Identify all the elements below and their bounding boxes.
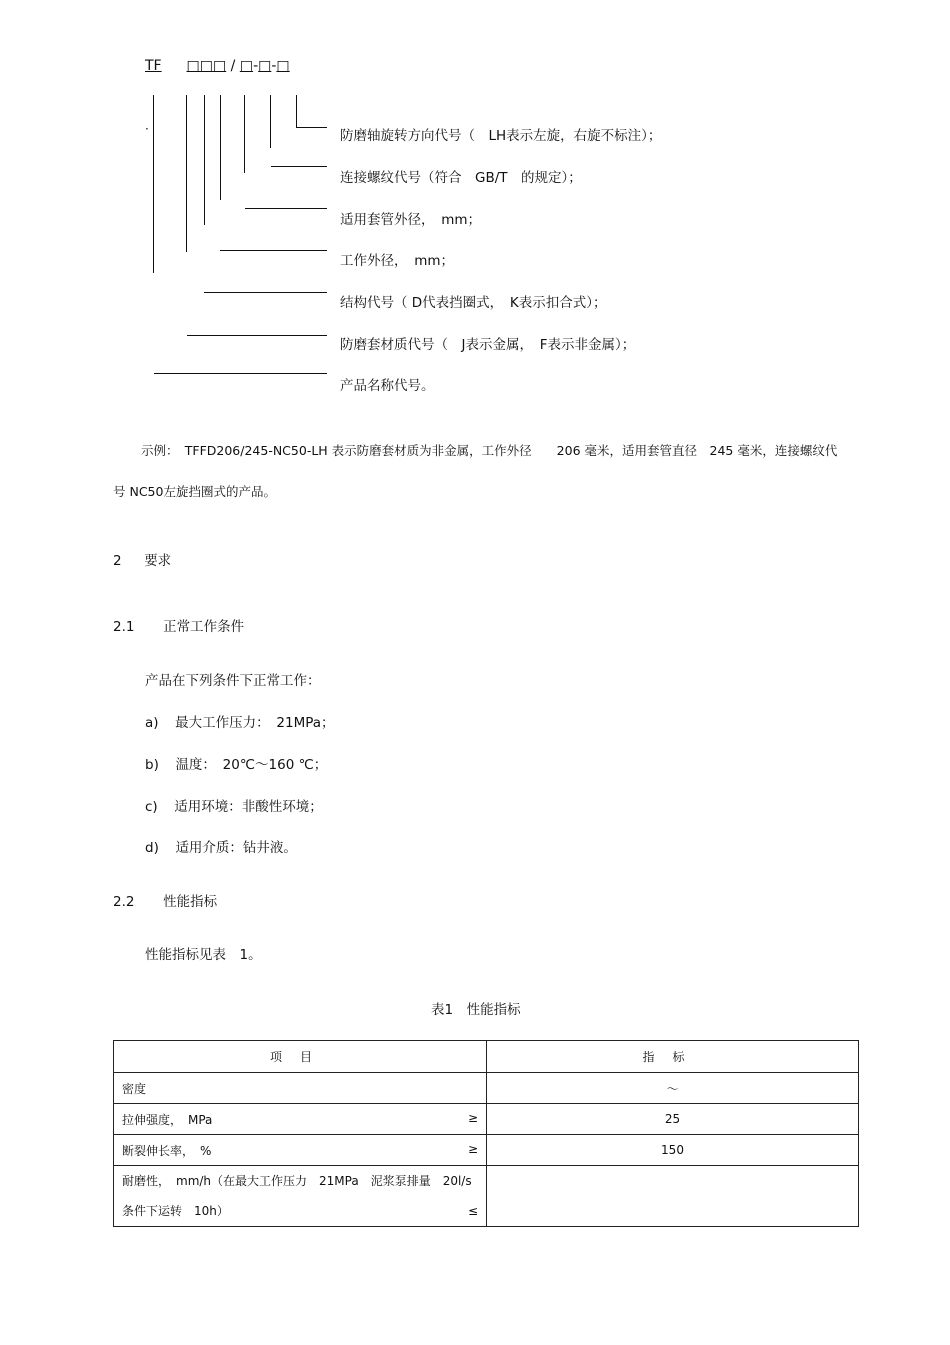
section-2-1-number: 2.1 xyxy=(113,619,135,635)
table-cell-value: 150 xyxy=(487,1135,859,1166)
table-cell-value xyxy=(487,1166,859,1227)
table-cell-item xyxy=(114,1135,487,1166)
leader-vertical-1 xyxy=(153,95,154,273)
code-label-product-name: 产品名称代号。 xyxy=(340,378,435,394)
leader-vertical-4 xyxy=(220,95,221,200)
table-cell-item xyxy=(114,1166,487,1227)
leader-vertical-7 xyxy=(296,95,297,128)
condition-mark: b) xyxy=(145,757,159,773)
section-2-2-heading xyxy=(113,890,217,910)
leader-vertical-2 xyxy=(186,95,187,252)
leader-vertical-3 xyxy=(204,95,205,225)
example-line-2: 号 NC50左旋挡圈式的产品。 xyxy=(113,484,276,499)
table-cell-item xyxy=(114,1073,487,1104)
code-label-material: 防磨套材质代号（ J表示金属， F表示非金属）； xyxy=(340,337,636,353)
condition-text: 适用环境：非酸性环境； xyxy=(174,799,323,815)
code-sep-1: / xyxy=(230,58,236,74)
section-2-2-number: 2.2 xyxy=(113,894,135,910)
code-sep-3: - xyxy=(271,58,277,74)
item-text-line-2: 条件下运转 10h） xyxy=(122,1204,229,1218)
code-sep-2: - xyxy=(253,58,259,74)
leader-horizontal-2 xyxy=(271,166,327,167)
leader-horizontal-1 xyxy=(296,127,327,128)
section-2-title: 要求 xyxy=(144,553,172,569)
condition-mark: d) xyxy=(145,840,159,856)
code-box-b: □ xyxy=(239,58,254,74)
code-label-thread: 连接螺纹代号（符合 GB/T 的规定）； xyxy=(340,170,582,186)
table-row xyxy=(114,1135,859,1166)
comparison-sign: ≤ xyxy=(467,1204,478,1218)
section-2-heading xyxy=(113,549,171,569)
code-prefix: TF xyxy=(145,58,162,74)
comparison-sign: ≥ xyxy=(467,1110,478,1125)
stray-dot: · xyxy=(145,122,149,136)
leader-horizontal-6 xyxy=(187,335,327,336)
condition-item xyxy=(145,753,327,773)
code-label-structure: 结构代号（ D代表挡圈式， K表示扣合式）； xyxy=(340,295,607,311)
leader-horizontal-5 xyxy=(204,292,327,293)
leader-vertical-5 xyxy=(244,95,245,173)
table-row xyxy=(114,1104,859,1135)
item-text: 断裂伸长率， % xyxy=(122,1143,212,1158)
leader-vertical-6 xyxy=(270,95,271,148)
table-header-row xyxy=(114,1041,859,1073)
table-header-value: 指标 xyxy=(487,1041,859,1073)
performance-table xyxy=(113,1040,859,1227)
code-label-rotation: 防磨轴旋转方向代号（ LH表示左旋，右旋不标注）； xyxy=(340,128,662,144)
section-2-2-title: 性能指标 xyxy=(163,894,218,910)
condition-text: 最大工作压力： 21MPa； xyxy=(175,715,335,731)
table-row xyxy=(114,1166,859,1227)
code-boxes-a: □□□ xyxy=(186,58,227,74)
product-code xyxy=(145,58,290,74)
example-line-1: 示例： TFFD206/245-NC50-LH 表示防磨套材质为非金属，工作外径 206 毫米，适用套管直径 245 毫米，连接螺纹代 xyxy=(141,443,838,458)
condition-item xyxy=(145,836,297,856)
condition-mark: a) xyxy=(145,715,159,731)
table-row xyxy=(114,1073,859,1104)
table-cell-value: ～ xyxy=(487,1073,859,1104)
table-caption: 表1 性能指标 xyxy=(431,1002,521,1018)
section-2-1-heading xyxy=(113,615,244,635)
section-2-1-title: 正常工作条件 xyxy=(163,619,245,635)
code-label-casing-od: 适用套管外径， mm； xyxy=(340,212,482,228)
code-label-work-od: 工作外径， mm； xyxy=(340,253,455,269)
leader-horizontal-3 xyxy=(245,208,327,209)
condition-item xyxy=(145,795,323,815)
table-cell-value: 25 xyxy=(487,1104,859,1135)
section-2-number: 2 xyxy=(113,553,122,569)
condition-item xyxy=(145,711,335,731)
conditions-intro: 产品在下列条件下正常工作： xyxy=(145,673,321,689)
code-box-c: □ xyxy=(258,58,272,74)
table-header-item: 项目 xyxy=(114,1041,487,1073)
item-text-line-2-wrap xyxy=(122,1196,478,1226)
condition-text: 温度： 20℃～160 ℃； xyxy=(175,757,328,773)
item-text-line-1: 耐磨性， mm/h（在最大工作压力 21MPa 泥浆泵排量 20l/s xyxy=(122,1174,472,1188)
item-text: 拉伸强度， MPa xyxy=(122,1112,213,1127)
condition-text: 适用介质：钻井液。 xyxy=(175,840,297,856)
table-cell-item xyxy=(114,1104,487,1135)
condition-mark: c) xyxy=(145,799,158,815)
comparison-sign: ≥ xyxy=(467,1141,478,1156)
item-text: 密度 xyxy=(122,1081,147,1096)
perf-intro: 性能指标见表 1。 xyxy=(145,947,262,963)
leader-horizontal-4 xyxy=(220,250,327,251)
leader-horizontal-7 xyxy=(154,373,327,374)
code-box-d: □ xyxy=(276,58,290,74)
